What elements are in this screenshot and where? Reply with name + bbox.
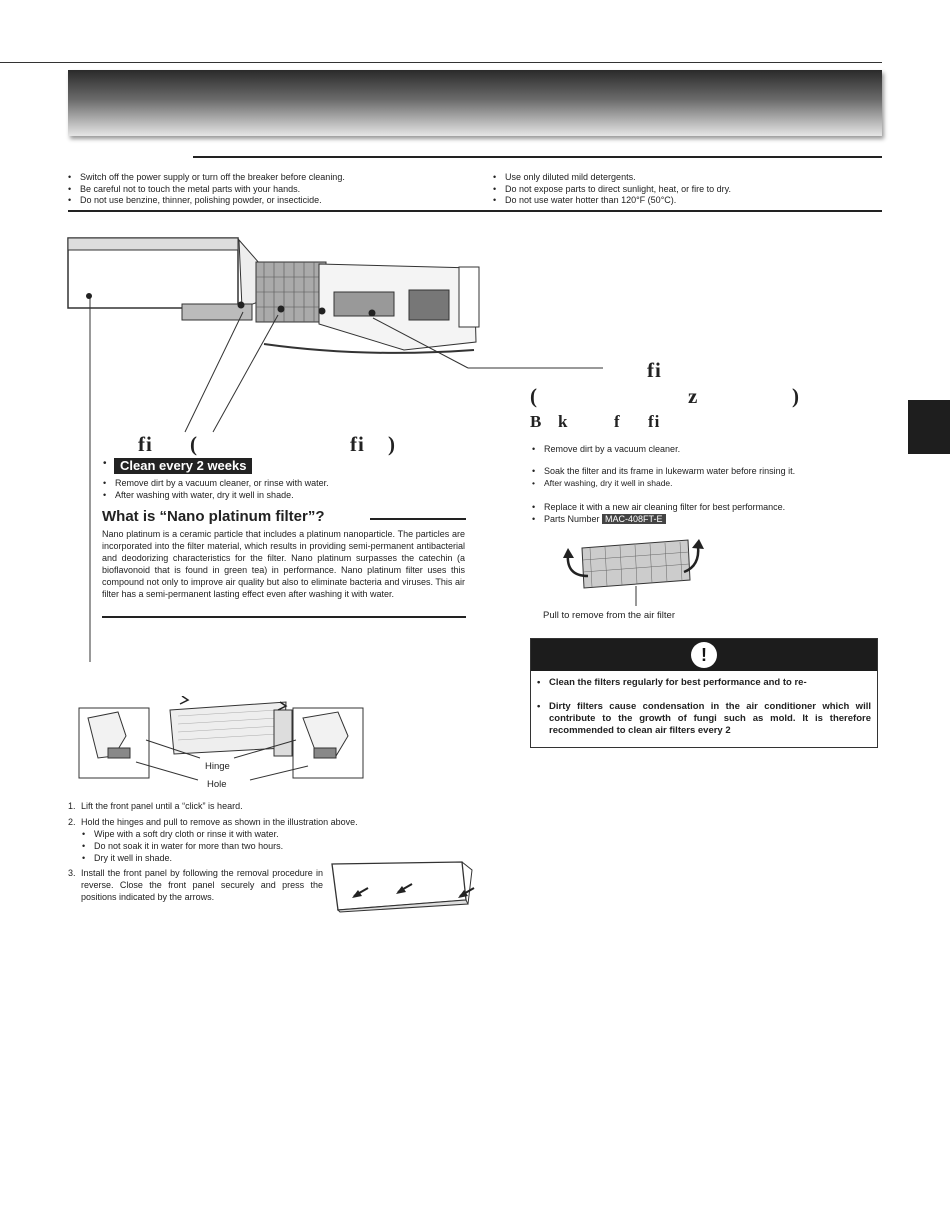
exclamation-icon: !	[691, 642, 717, 668]
precautions-right-list	[491, 172, 871, 207]
list-item: • Replace it with a new air cleaning filter for best performance.	[530, 502, 870, 514]
air-cleaning-filter-illustration	[560, 536, 710, 608]
list-item: • After washing with water, dry it well in shade.	[101, 490, 461, 502]
precaution-item: • Be careful not to touch the metal parts with your hands.	[66, 184, 466, 196]
caution-item: • Dirty filters cause condensation in the air conditioner which will contribute to the growth of fungi such as mold. It is therefore recommended to clean air filters every 2	[535, 701, 871, 737]
clean-bullet: •	[103, 458, 107, 469]
precaution-item: • Switch off the power supply or turn off the breaker before cleaning.	[66, 172, 466, 184]
list-item: • Remove dirt by a vacuum cleaner.	[530, 444, 870, 456]
caution-list	[531, 671, 877, 737]
front-panel-steps	[68, 800, 358, 903]
list-item: • Dry it well in shade.	[80, 852, 323, 864]
parts-number-badge: MAC-408FT-E	[602, 514, 666, 524]
left-heading: fi ( fi )	[138, 432, 396, 456]
list-item: • Soak the filter and its frame in lukewarm water before rinsing it.	[530, 466, 870, 478]
right-heading-2: ( z )	[530, 384, 800, 408]
step-2: 2. Hold the hinges and pull to remove as shown in the illustration above.	[68, 817, 358, 827]
caution-box	[530, 638, 878, 748]
precaution-item: • Do not expose parts to direct sunlight, heat, or fire to dry.	[491, 184, 871, 196]
caution-header	[531, 639, 877, 671]
step-2-sublist	[80, 828, 323, 864]
step-1: 1. Lift the front panel until a “click” is heard.	[68, 801, 243, 811]
nano-title: What is “Nano platinum filter”?	[102, 508, 325, 525]
right-list-1	[530, 444, 870, 456]
right-heading-1: fi	[647, 358, 662, 382]
left-list	[101, 478, 461, 501]
front-panel-close-illustration	[328, 860, 476, 914]
nano-description: Nano platinum is a ceramic particle that includes a platinum nanoparticle. The particles are incorporated into the filter material, which results in providing semi-permanent antibacterial and deodorizing characteristics for the filter. Nano platinum surpasses the catechin (a bioflavonoid that is found in green tea) in performance. Nano platinum filter uses this compound not only to improve air quality but also to eliminate bacteria and viruses. This air filter has a semi-permanent lasting effect even after washing it with water.	[102, 529, 465, 599]
precaution-item: • Use only diluted mild detergents.	[491, 172, 871, 184]
precaution-item: • Do not use water hotter than 120°F (50°C).	[491, 195, 871, 207]
list-item: • Remove dirt by a vacuum cleaner, or rinse with water.	[101, 478, 461, 490]
parts-number-item: • Parts Number MAC-408FT-E	[530, 514, 870, 526]
list-item: • Do not soak it in water for more than two hours.	[80, 840, 323, 852]
hinge-label: Hinge	[205, 761, 230, 772]
clean-interval-badge: Clean every 2 weeks	[114, 458, 252, 474]
nano-title-rule	[370, 518, 466, 520]
pull-label: Pull to remove from the air filter	[543, 610, 675, 621]
right-heading-3: B k f fi	[530, 412, 661, 431]
right-list-3	[530, 502, 870, 525]
precautions-left-list	[66, 172, 466, 207]
page-banner	[68, 70, 882, 136]
nano-bottom-rule	[102, 616, 466, 618]
precautions-top-rule	[193, 156, 882, 158]
step-3: 3. Install the front panel by following the removal procedure in reverse. Close the front panel securely and press the positions indicated by the arrows.	[68, 868, 323, 902]
side-tab	[908, 400, 950, 454]
right-list-2	[530, 466, 870, 489]
precautions-bottom-rule	[68, 210, 882, 212]
list-item: • After washing, dry it well in shade.	[530, 478, 870, 490]
precaution-item: • Do not use benzine, thinner, polishing powder, or insecticide.	[66, 195, 466, 207]
caution-item: • Clean the filters regularly for best performance and to re-	[535, 677, 871, 689]
hole-label: Hole	[207, 779, 227, 790]
top-rule	[0, 62, 882, 63]
list-item: • Wipe with a soft dry cloth or rinse it with water.	[80, 828, 323, 840]
front-panel-removal-illustration	[78, 696, 368, 786]
